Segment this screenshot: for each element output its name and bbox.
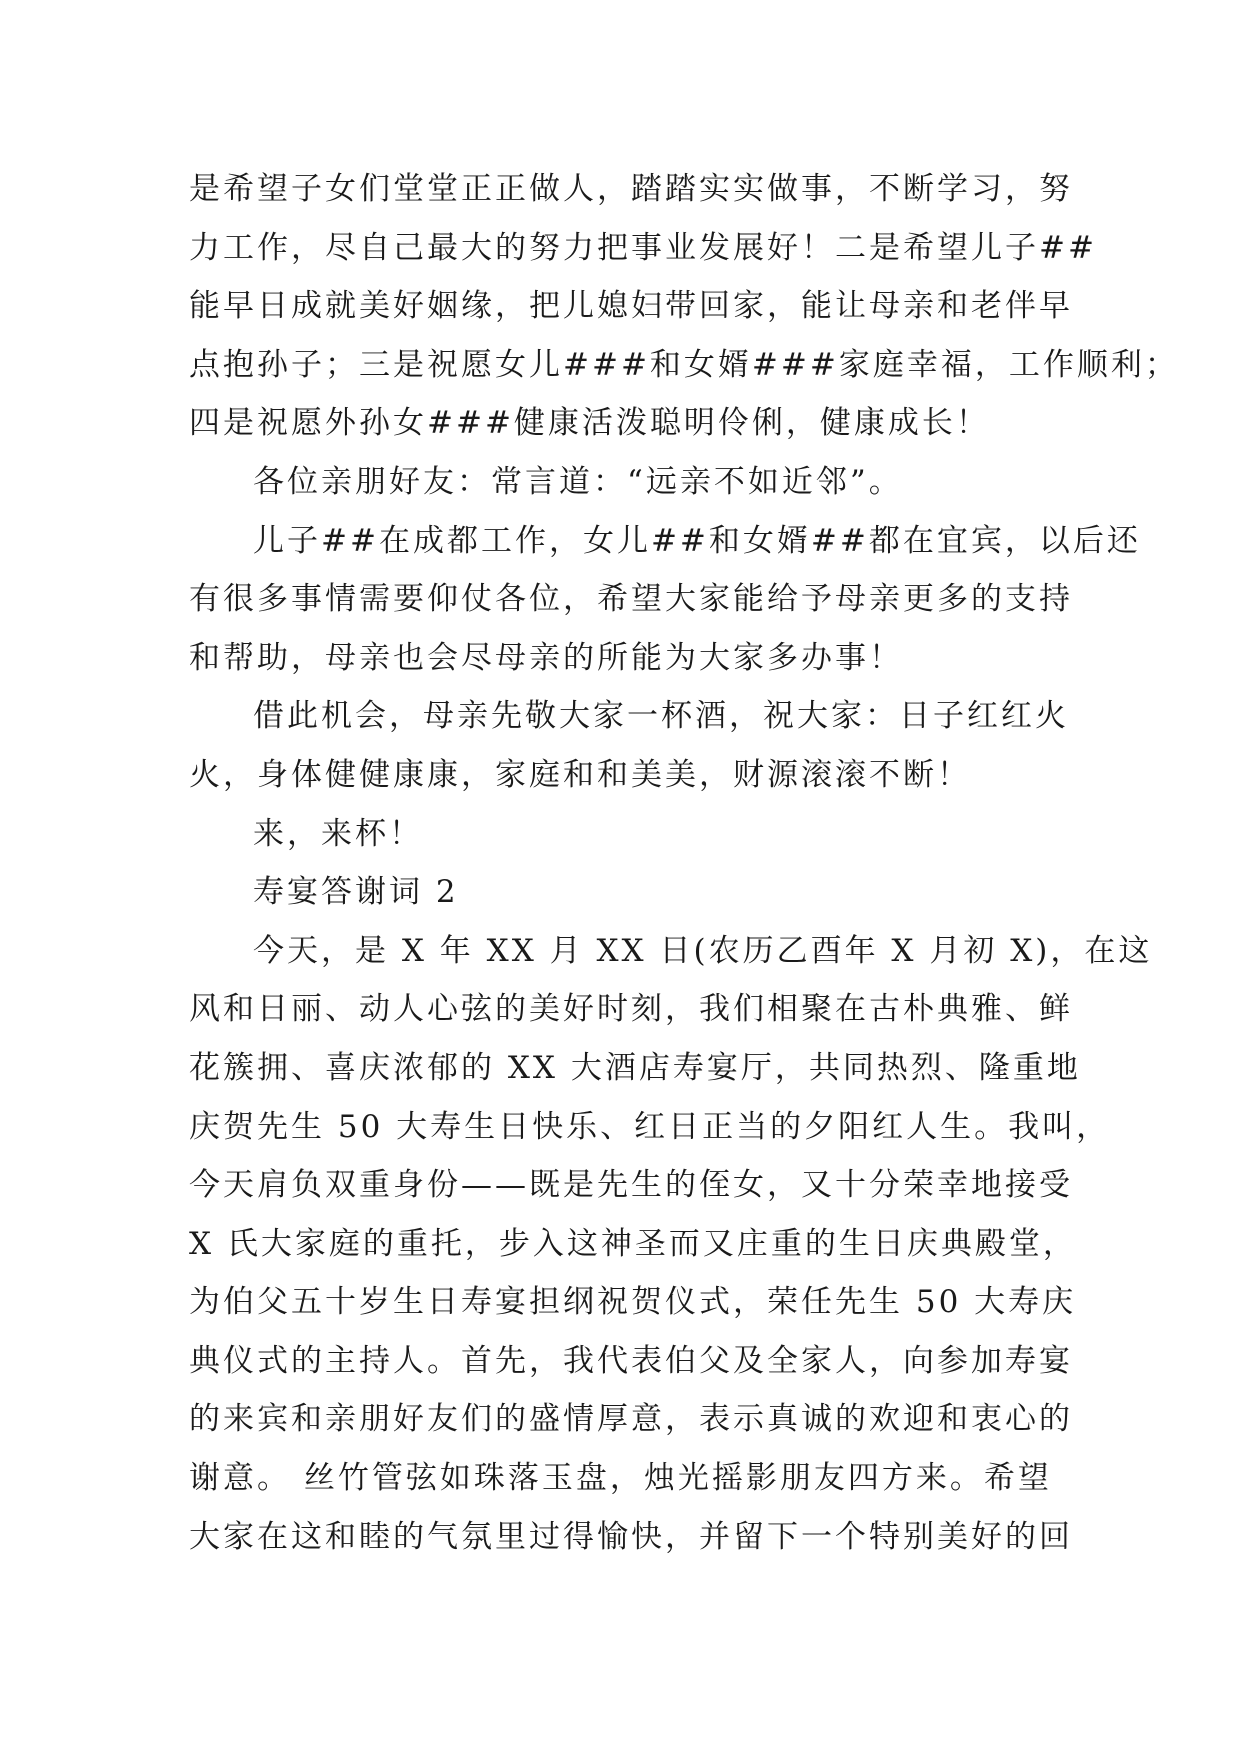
text-line: 借此机会，母亲先敬大家一杯酒，祝大家：日子红红火 (253, 698, 1069, 735)
text-line: 和帮助，母亲也会尽母亲的所能为大家多办事！ (189, 639, 903, 676)
text-line: 能早日成就美好姻缘，把儿媳妇带回家，能让母亲和老伴早 (189, 288, 1073, 325)
text-line: 各位亲朋好友：常言道：“远亲不如近邻”。 (253, 463, 903, 500)
text-line: 典仪式的主持人。首先，我代表伯父及全家人，向参加寿宴 (189, 1342, 1073, 1379)
text-line: 今天，是 X 年 XX 月 XX 日(农历乙酉年 X 月初 X)，在这 (253, 932, 1153, 969)
text-line: 是希望子女们堂堂正正做人，踏踏实实做事，不断学习，努 (189, 171, 1073, 207)
text-line: 的来宾和亲朋好友们的盛情厚意，表示真诚的欢迎和衷心的 (189, 1401, 1073, 1438)
section-heading: 寿宴答谢词 2 (253, 874, 459, 911)
text-line: 儿子##在成都工作，女儿##和女婿##都在宜宾，以后还 (253, 522, 1141, 559)
text-line: 有很多事情需要仰仗各位，希望大家能给予母亲更多的支持 (189, 581, 1073, 618)
text-line: 花簇拥、喜庆浓郁的 XX 大酒店寿宴厅，共同热烈、隆重地 (189, 1049, 1081, 1086)
text-line: 庆贺先生 50 大寿生日快乐、红日正当的夕阳红人生。我叫， (189, 1108, 1111, 1145)
text-line: 火，身体健健康康，家庭和和美美，财源滚滚不断！ (189, 756, 971, 793)
text-line: 四是祝愿外孙女###健康活泼聪明伶俐，健康成长！ (189, 405, 990, 442)
body-text (189, 160, 1179, 1566)
text-line: 谢意。 丝竹管弦如珠落玉盘，烛光摇影朋友四方来。希望 (189, 1460, 1052, 1497)
text-line: 大家在这和睦的气氛里过得愉快，并留下一个特别美好的回 (189, 1518, 1073, 1555)
text-line: 为伯父五十岁生日寿宴担纲祝贺仪式，荣任先生 50 大寿庆 (189, 1284, 1077, 1321)
text-line: 来，来杯！ (253, 815, 423, 852)
text-line: 点抱孙子；三是祝愿女儿###和女婿###家庭幸福，工作顺利； (189, 346, 1179, 383)
text-line: 力工作，尽自己最大的努力把事业发展好！二是希望儿子## (189, 229, 1097, 266)
text-line: 风和日丽、动人心弦的美好时刻，我们相聚在古朴典雅、鲜 (189, 991, 1073, 1028)
text-line: 今天肩负双重身份——既是先生的侄女，又十分荣幸地接受 (189, 1167, 1073, 1204)
text-line: X 氏大家庭的重托，步入这神圣而又庄重的生日庆典殿堂， (189, 1225, 1077, 1262)
